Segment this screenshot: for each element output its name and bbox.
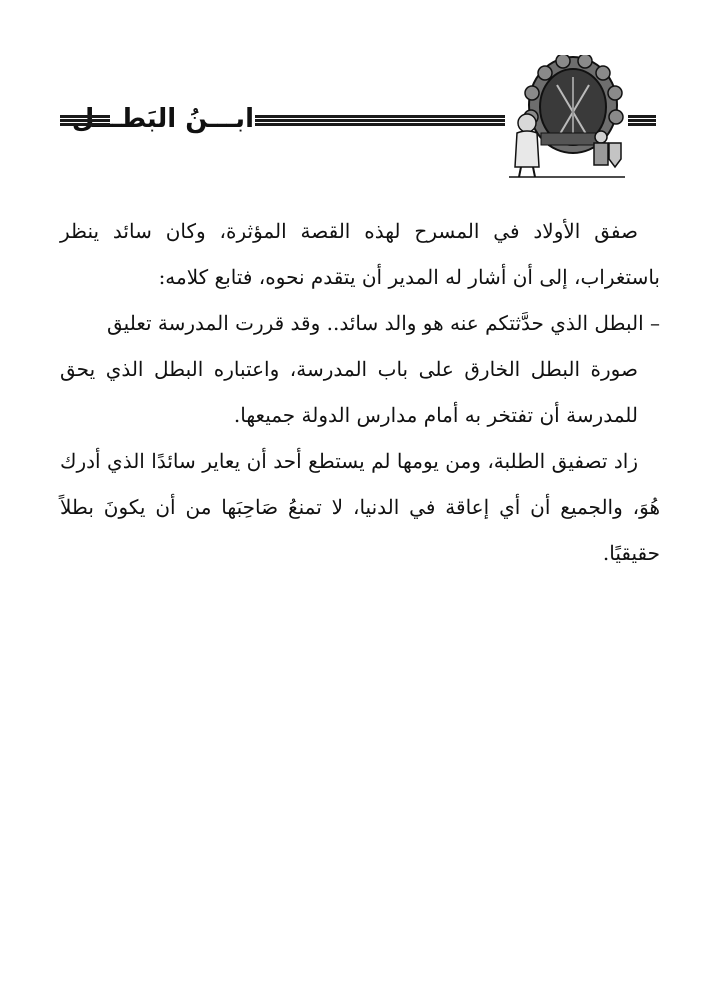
chapter-title: ابـــنُ البَطـــل [71,104,254,134]
hero-gate-illustration-icon [505,55,630,180]
story-paragraph-2-dialogue: – البطل الذي حدَّثتكم عنه هو والد سائد.. وقد قررت المدرسة تعليق [107,311,660,335]
story-paragraph-2-continuation: صورة البطل الخارق على باب المدرسة، واعتباره البطل الذي يحق للمدرسة أن تفتخر به أمام مدارس الدولة جميعها. [60,357,638,427]
story-paragraph-3: زاد تصفيق الطلبة، ومن يومها لم يستطع أحد أن يعاير سائدًا الذي أدرك هُوَ، والجميع أن أي إعاقة في الدنيا، لا تمنعُ صَاحِبَها من أن يكونَ بطلاً حقيقيًا. [60,449,660,565]
story-body [60,208,660,576]
decorative-rule-left [60,115,110,126]
decorative-rule-right [628,115,656,126]
story-paragraph-1: صفق الأولاد في المسرح لهذه القصة المؤثرة، وكان سائد ينظر باستغراب، إلى أن أشار له المدير أن يتقدم نحوه، فتابع كلامه: [60,219,660,289]
decorative-rule-middle [255,115,505,126]
page-header [0,55,720,185]
